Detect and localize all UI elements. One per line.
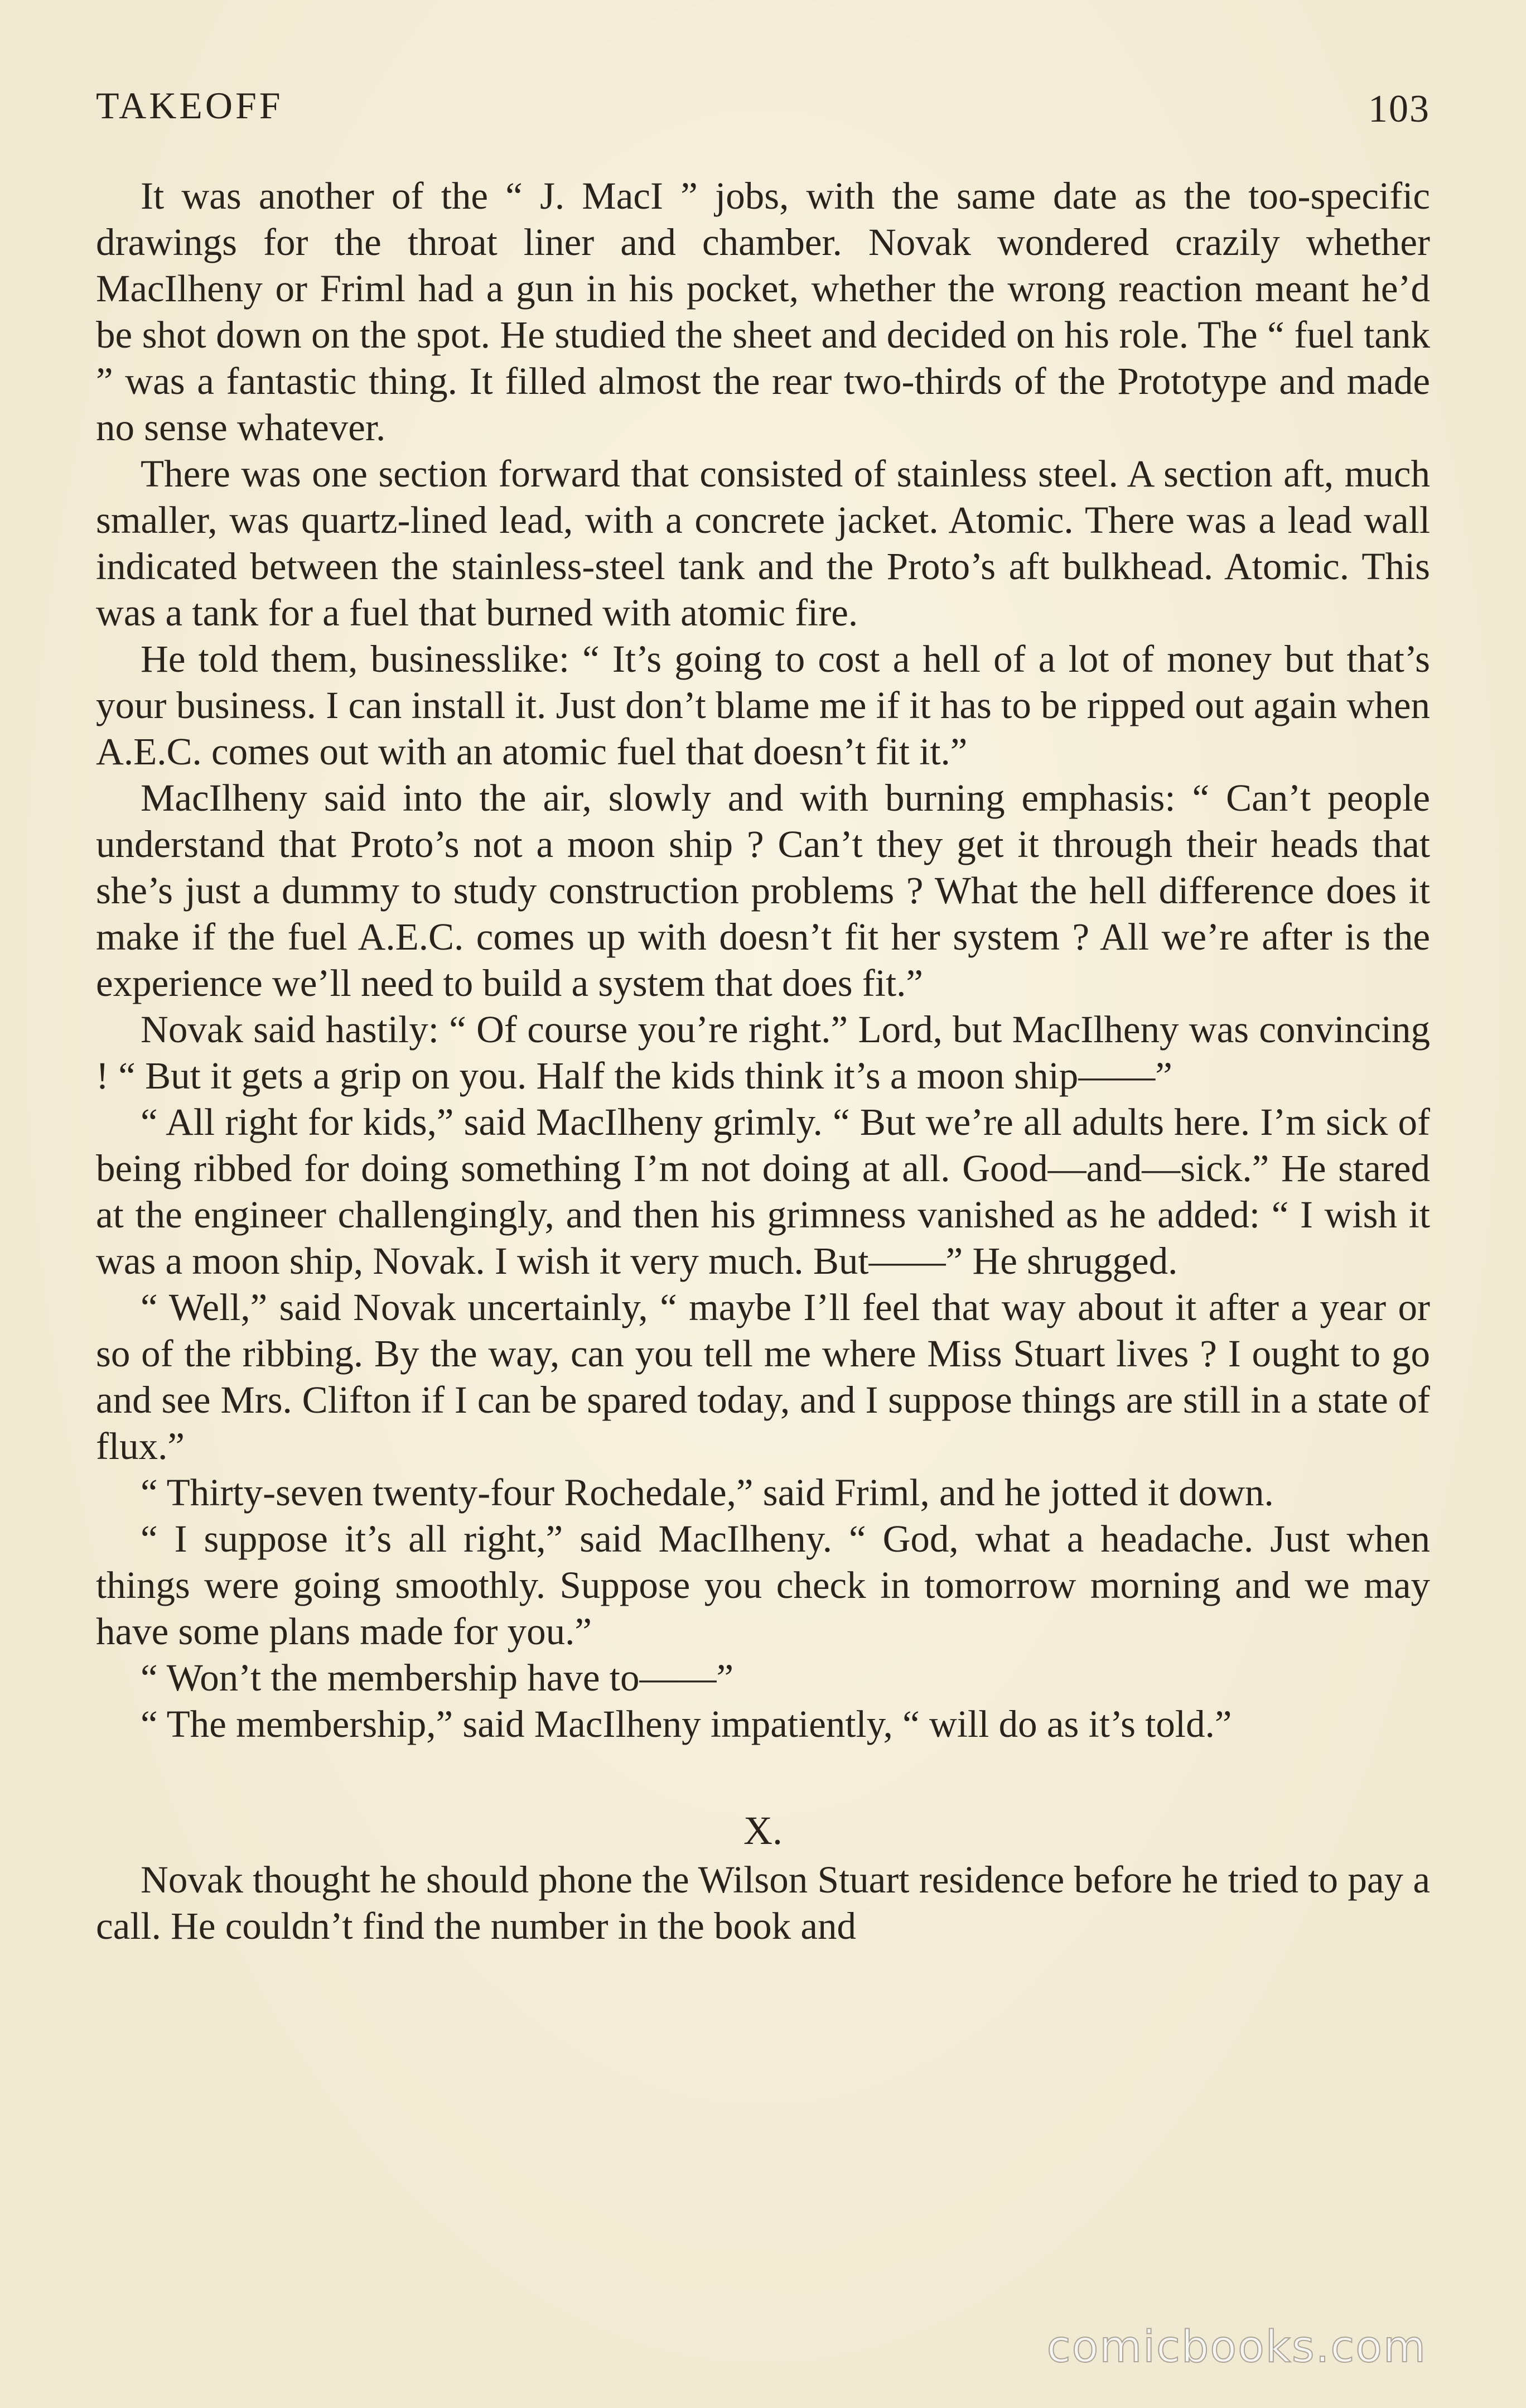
body-text bbox=[96, 173, 1430, 1949]
paragraph: “ All right for kids,” said MacIlheny grimly. “ But we’re all adults here. I’m sick of being ribbed for doing something I’m not doing at all. Good—and—sick.” He stared at the engineer challengingly, and then his grimness vanished as he added: “ I wish it was a moon ship, Novak. I wish it very much. But——” He shrugged. bbox=[96, 1101, 1430, 1282]
paragraph: “ Won’t the membership have to——” bbox=[141, 1656, 734, 1699]
running-title: TAKEOFF bbox=[96, 84, 283, 127]
paragraph: He told them, businesslike: “ It’s going to cost a hell of a lot of money but that’s your business. I can install it. Just don’t blame me if it has to be ripped out again when A.E.C. comes out with an atomic fuel that doesn’t fit it.” bbox=[96, 638, 1430, 773]
paragraph: “ The membership,” said MacIlheny impatiently, “ will do as it’s told.” bbox=[141, 1703, 1232, 1745]
section-heading: X. bbox=[743, 1808, 783, 1853]
paragraph: “ I suppose it’s all right,” said MacIlheny. “ God, what a headache. Just when things were going smoothly. Suppose you check in tomorrow morning and we may have some plans made for you.” bbox=[96, 1518, 1430, 1653]
page-number: 103 bbox=[1368, 88, 1430, 131]
paragraph: “ Well,” said Novak uncertainly, “ maybe I’ll feel that way about it after a year or so of the ribbing. By the way, can you tell me where Miss Stuart lives ? I ought to go and see Mrs. Clifton if I can be spared today, and I suppose things are still in a state of flux.” bbox=[96, 1286, 1430, 1467]
paragraph: “ Thirty-seven twenty-four Rochedale,” said Friml, and he jotted it down. bbox=[141, 1471, 1274, 1514]
paragraph: It was another of the “ J. MacI ” jobs, with the same date as the too-specific drawings for the throat liner and chamber. Novak wondered crazily whether MacIlheny or Friml had a gun in his pocket, whether the wrong reaction meant he’d be shot down on the spot. He studied the sheet and decided on his role. The “ fuel tank ” was a fantastic thing. It filled almost the rear two-thirds of the Prototype and made no sense whatever. bbox=[96, 175, 1430, 449]
paragraph: There was one section forward that consisted of stainless steel. A section aft, much smaller, was quartz-lined lead, with a concrete jacket. Atomic. There was a lead wall indicated between the stainless-steel tank and the Proto’s aft bulkhead. Atomic. This was a tank for a fuel that burned with atomic fire. bbox=[96, 452, 1430, 634]
paragraph: Novak said hastily: “ Of course you’re right.” Lord, but MacIlheny was convincing ! “ But it gets a grip on you. Half the kids think it’s a moon ship——” bbox=[96, 1008, 1430, 1097]
running-header bbox=[96, 84, 1430, 134]
site-watermark: comicbooks.com bbox=[1046, 2322, 1427, 2372]
paragraph: MacIlheny said into the air, slowly and with burning emphasis: “ Can’t people understand that Proto’s not a moon ship ? Can’t they get it through their heads that she’s just a dummy to study construction problems ? What the hell difference does it make if the fuel A.E.C. comes up with doesn’t fit her system ? All we’re after is the experience we’ll need to build a system that does fit.” bbox=[96, 777, 1430, 1004]
paragraph: Novak thought he should phone the Wilson Stuart residence before he tried to pay a call. He couldn’t find the number in the book and bbox=[96, 1858, 1430, 1947]
